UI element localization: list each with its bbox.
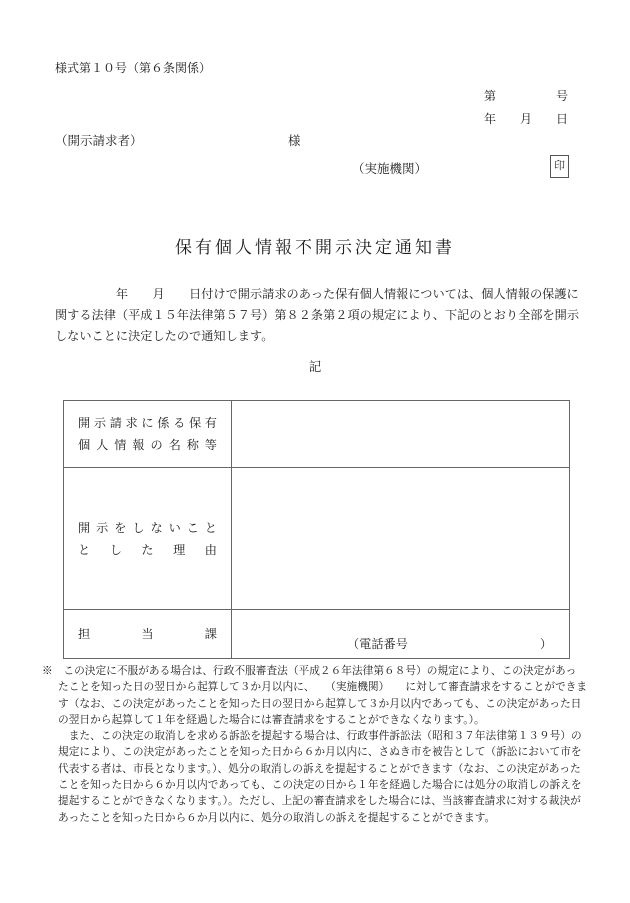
record-marker: 記 [308,360,322,374]
footnote-line: 提起することができなくなります。）。ただし、上記の審査請求をした場合には、当該審査請求に対する裁決が [58,795,581,808]
row-label-line: とした理由 [78,542,217,557]
footnote-line: ことを知った日から６か月以内であっても、この決定の日から１年を経過した場合には処分の取消しの訴えを [58,779,582,792]
row-label-line: 担当課 [78,627,217,641]
footnote-line: ※ この決定に不服がある場合は、行政不服審査法（平成２６年法律第６８号）の規定により、この決定があっ [42,665,577,677]
row-label-line: 開示請求に係る保有 [78,416,217,430]
document-number-block [484,85,568,131]
phone-number-prefix: （電話番号 [347,637,408,651]
body-line: 関する法律（平成１５年法律第５７号）第８２条第２項の規定により、下記のとおり全部を開示 [55,308,580,322]
table-row [64,609,569,658]
footnote-line: あったことを知った日から６か月以内に、処分の取消しの訴えを提起することができます。 [58,811,496,824]
footnote-line: たことを知った日の翌日から起算して３か月以内に、 （実施機関） に対して審査請求をすることができま [58,681,588,694]
footnote-line: また、この決定の取消しを求める訴訟を提起する場合は、行政事件訴訟法（昭和３７年法律第１３９号）の [58,730,582,743]
document-title: 保有個人情報不開示決定通知書 [175,238,455,257]
table-row [64,467,569,609]
date-line: 年 月 日 [483,112,568,126]
table-row [64,401,569,467]
row-label-line: 個人情報の名称等 [78,438,217,452]
row-label-information-name [64,401,232,467]
footnote-line: 規定により、この決定があったことを知った日から６か月以内に、さぬき市を被告として（訴訟において市を [58,746,582,759]
details-table [63,400,570,659]
issuer-label: （実施機関） [352,162,428,176]
body-line: 年 月 日付けで開示請求のあった保有個人情報については、個人情報の保護に [55,287,579,301]
phone-number-suffix: ） [539,637,552,651]
addressee-honorific: 様 [288,134,301,148]
body-paragraph [55,284,580,347]
footnote-line: 代表する者は、市長となります。）、処分の取消しの訴えを提起することができます（なお、この決定があった [58,762,581,775]
footnote-line: す（なお、この決定があったことを知った日の翌日から起算して３か月以内であっても、この決定があった日 [58,697,582,710]
form-number: 様式第１０号（第６条関係） [55,61,212,75]
footnote-line: の翌日から起算して１年を経過した場合には審査請求をすることができなくなります。）。 [58,713,485,726]
reason-value-cell [232,468,569,609]
department-value-cell [232,610,569,658]
row-label-line: 開示をしないこと [78,520,217,535]
body-line: しないことに決定したので通知します。 [55,329,274,343]
footnote [42,663,588,826]
addressee-label: （開示請求者） [55,134,143,148]
seal-stamp-box: 印 [550,155,569,178]
document-number-line: 第 号 [483,89,568,103]
row-label-department [64,610,232,658]
information-name-value-cell [232,401,569,467]
row-label-reason [64,468,232,609]
